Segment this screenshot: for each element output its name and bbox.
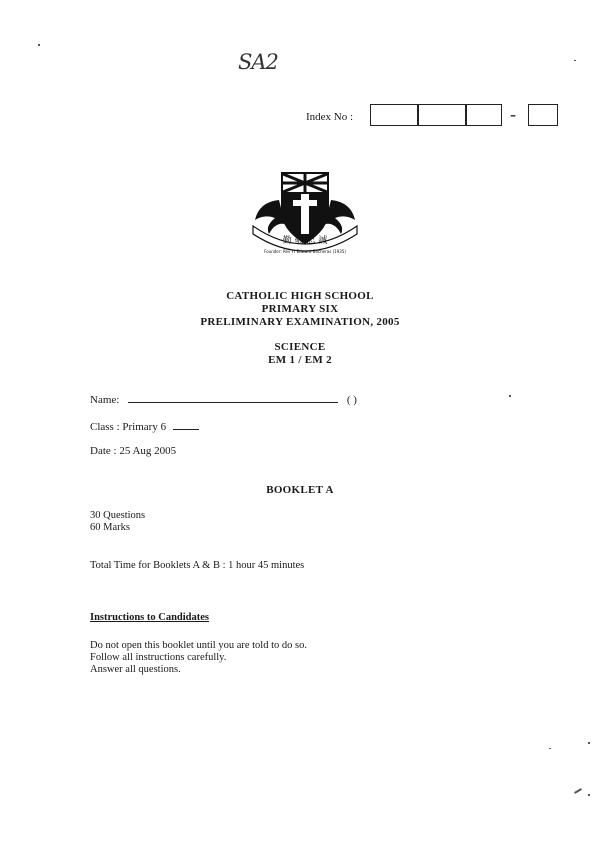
total-time: Total Time for Booklets A & B : 1 hour 45 minutes bbox=[90, 560, 305, 571]
scan-speck bbox=[509, 395, 511, 397]
booklet-title: BOOKLET A bbox=[266, 484, 334, 496]
marks-count: 60 Marks bbox=[90, 522, 130, 533]
scan-speck bbox=[588, 742, 590, 744]
class-label: Class : Primary 6 bbox=[90, 421, 167, 433]
index-box-1 bbox=[370, 104, 418, 126]
index-dash: - bbox=[510, 104, 516, 124]
crest-motto: 勤 敬 忠 誠 bbox=[282, 236, 328, 246]
scan-speck bbox=[38, 44, 40, 46]
scan-speck bbox=[574, 788, 582, 794]
index-label: Index No : bbox=[306, 111, 354, 123]
name-bracket: ( ) bbox=[346, 394, 357, 406]
index-box-4 bbox=[528, 104, 558, 126]
exam-title: PRELIMINARY EXAMINATION, 2005 bbox=[200, 316, 400, 328]
name-label: Name: bbox=[90, 394, 120, 406]
instruction-line: Do not open this booklet until you are told to do so. bbox=[90, 640, 307, 651]
scan-speck bbox=[574, 60, 576, 61]
school-name: CATHOLIC HIGH SCHOOL bbox=[226, 290, 374, 302]
name-field bbox=[90, 393, 357, 406]
class-line bbox=[173, 420, 199, 430]
instruction-line: Follow all instructions carefully. bbox=[90, 652, 227, 663]
scan-speck bbox=[549, 748, 551, 749]
scan-speck bbox=[588, 794, 590, 796]
level: PRIMARY SIX bbox=[261, 303, 339, 315]
subject: SCIENCE bbox=[274, 341, 326, 353]
index-box-2 bbox=[418, 104, 466, 126]
instructions-title: Instructions to Candidates bbox=[90, 612, 210, 623]
crest-ribbon-text: Founder: Rev Fr Edward Becheras (1935) bbox=[264, 249, 346, 254]
class-field bbox=[90, 420, 199, 433]
date-label: Date : 25 Aug 2005 bbox=[90, 445, 177, 457]
name-line bbox=[128, 393, 338, 403]
questions-count: 30 Questions bbox=[90, 510, 146, 521]
index-box-3 bbox=[466, 104, 502, 126]
instruction-line: Answer all questions. bbox=[90, 664, 181, 675]
school-crest bbox=[245, 170, 365, 256]
streams: EM 1 / EM 2 bbox=[268, 354, 332, 366]
handwritten-note: SA2 bbox=[238, 50, 278, 74]
